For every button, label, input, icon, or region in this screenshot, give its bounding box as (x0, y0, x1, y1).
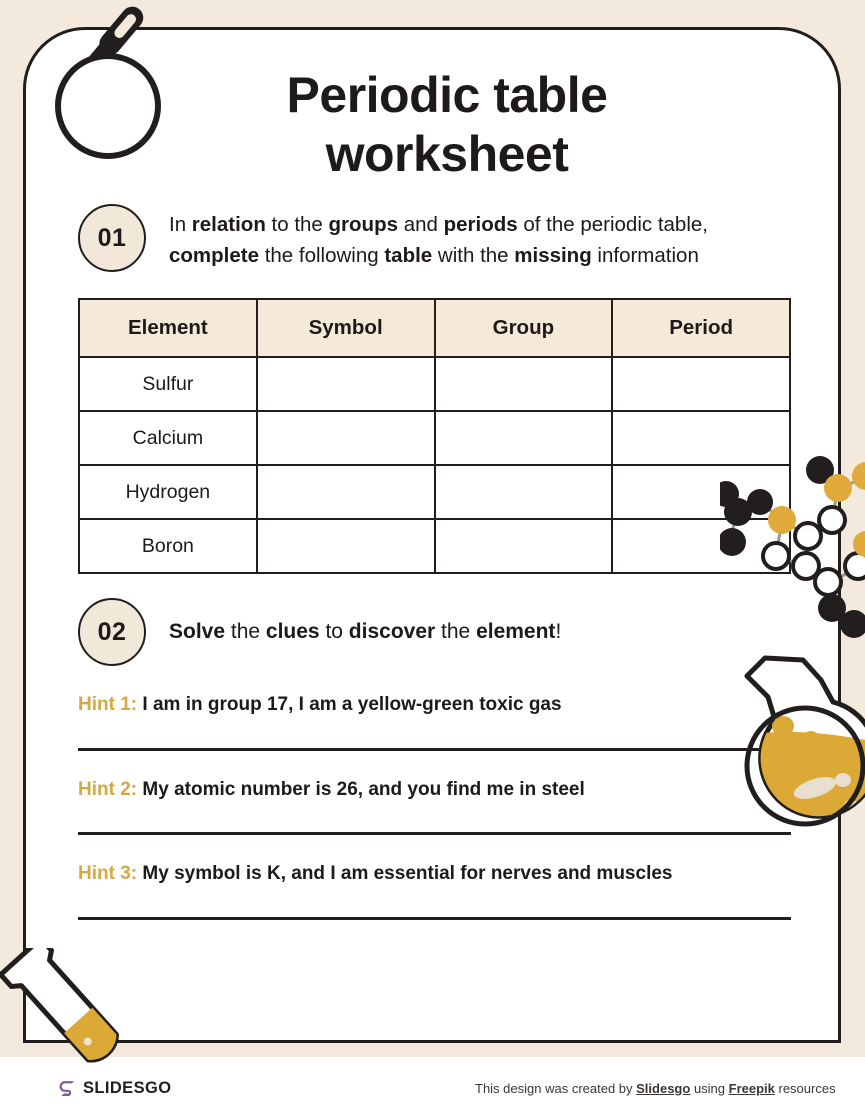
credit-prefix: This design was created by (475, 1080, 637, 1096)
hint-3-text: My symbol is K, and I am essential for nerves and muscles (142, 863, 673, 885)
column-header-element: Element (79, 299, 257, 357)
task-02-prompt: Solve the clues to discover the element! (169, 620, 562, 644)
cell-group-input[interactable] (435, 411, 613, 465)
cell-element: Hydrogen (79, 465, 257, 519)
column-header-period: Period (612, 299, 790, 357)
credit-middle: using (690, 1080, 729, 1096)
table-row (79, 411, 790, 465)
cell-element: Calcium (79, 411, 257, 465)
cell-group-input[interactable] (435, 519, 613, 573)
table-row (79, 357, 790, 411)
table-row (79, 519, 790, 573)
cell-element: Sulfur (79, 357, 257, 411)
cell-period-input[interactable] (612, 357, 790, 411)
slidesgo-link[interactable]: Slidesgo (636, 1080, 691, 1096)
hint-2-answer-line[interactable] (78, 832, 791, 835)
slidesgo-brand[interactable] (57, 1079, 171, 1098)
cell-period-input[interactable] (612, 411, 790, 465)
element-table (78, 298, 791, 574)
cell-symbol-input[interactable] (257, 411, 435, 465)
cell-group-input[interactable] (435, 465, 613, 519)
table-header-row (79, 299, 790, 357)
cell-period-input[interactable] (612, 519, 790, 573)
hint-1-text: I am in group 17, I am a yellow-green toxic gas (142, 694, 562, 715)
cell-symbol-input[interactable] (257, 357, 435, 411)
column-header-symbol: Symbol (257, 299, 435, 357)
task-01 (26, 204, 838, 272)
hint-3 (78, 862, 778, 887)
hint-3-answer-line[interactable] (78, 917, 791, 920)
cell-symbol-input[interactable] (257, 519, 435, 573)
cell-element: Boron (79, 519, 257, 573)
task-01-badge: 01 (78, 204, 146, 272)
page-title: Periodic table worksheet (286, 67, 608, 182)
credit-suffix: resources (774, 1080, 836, 1096)
table-row (79, 465, 790, 519)
hint-3-label: Hint 3: (78, 863, 138, 885)
cell-period-input[interactable] (612, 465, 790, 519)
hint-1-answer-line[interactable] (78, 748, 791, 751)
column-header-group: Group (435, 299, 613, 357)
hint-1-label: Hint 1: (78, 694, 138, 715)
cell-symbol-input[interactable] (257, 465, 435, 519)
hints-block (26, 693, 838, 920)
slidesgo-logo-icon (57, 1079, 76, 1098)
design-credit (475, 1081, 836, 1096)
slidesgo-brand-name: SLIDESGO (83, 1078, 172, 1097)
task-01-prompt: In relation to the groups and periods of the periodic table, complete the following table with the missing information (169, 213, 708, 268)
footer (0, 1057, 865, 1119)
task-02 (26, 598, 838, 666)
task-02-badge: 02 (78, 598, 146, 666)
freepik-link[interactable]: Freepik (728, 1080, 775, 1096)
hint-2-label: Hint 2: (78, 778, 138, 800)
hint-2-text: My atomic number is 26, and you find me in steel (142, 778, 585, 800)
worksheet-sheet (23, 27, 841, 1043)
hint-2 (78, 778, 778, 803)
cell-group-input[interactable] (435, 357, 613, 411)
hint-1 (78, 693, 778, 718)
